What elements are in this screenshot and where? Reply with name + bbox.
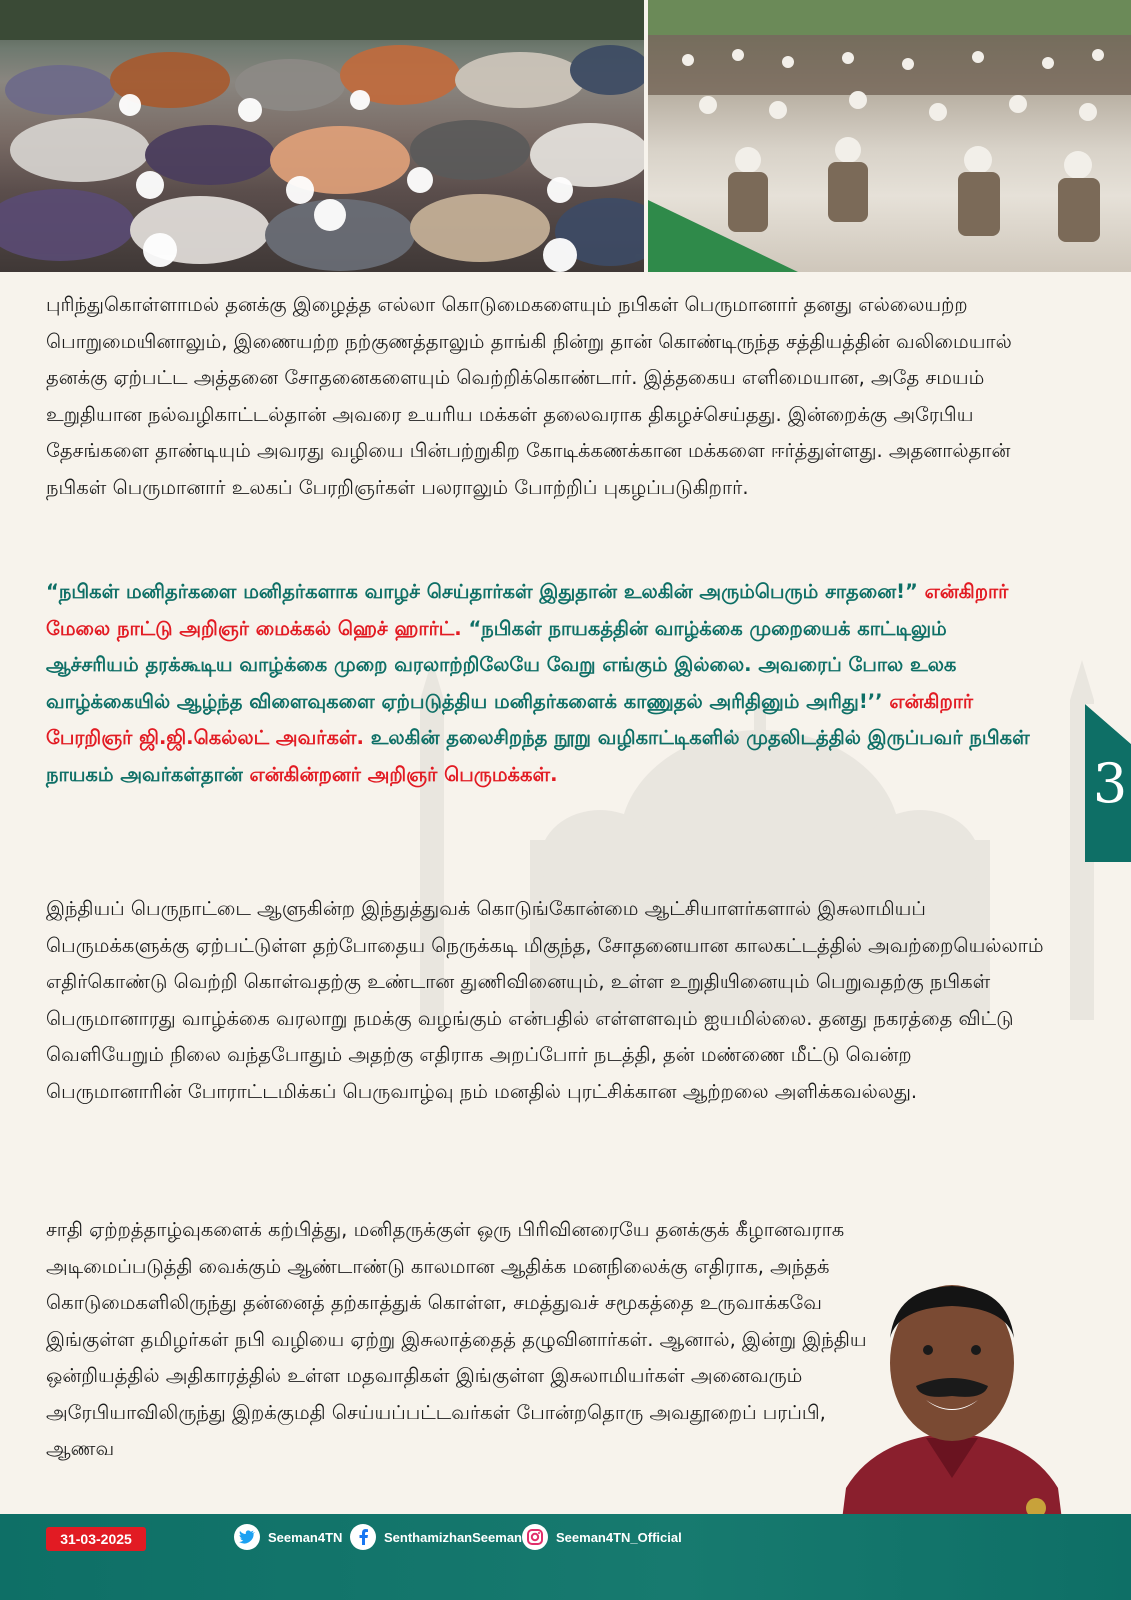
page-number: 3 xyxy=(1092,751,1128,815)
paragraph-text: புரிந்துகொள்ளாமல் தனக்கு இழைத்த எல்லா கொடுமைகளையும் நபிகள் பெருமானார் தனது எல்லையற்ற பொறுமையினாலும், இணையற்ற நற்குணத்தாலும் தாங்கி நின்று தான் கொண்டிருந்த சத்தியத்தின் வலிமையால் தனக்கு ஏற்பட்ட அத்தனை சோதனைகளையும் வெற்றிக்கொண்டார். இத்தகைய எளிமையான, அதே சமயம் உறுதியான நல்வழிகாட்டல்தான் அவரை உயரிய மக்கள் தலைவராக திகழச்செய்தது. இன்றைக்கு அரேபிய தேசங்களை தாண்டியும் அவரது வழியை பின்பற்றுகிற கோடிக்கணக்கான மக்களை ஈர்த்துள்ளது. அதனால்தான் நபிகள் பெருமானார் உலகப் பேரறிஞர்கள் பலராலும் போற்றிப் புகழப்படுகிறார். xyxy=(46,293,1012,499)
crowd-prostrating-photo xyxy=(0,0,644,272)
body-paragraph-1 xyxy=(46,287,1046,506)
instagram-icon xyxy=(522,1524,548,1550)
body-paragraph-3 xyxy=(46,891,1046,1110)
instagram-handle[interactable] xyxy=(522,1524,682,1550)
crowd-seated-prayer-photo xyxy=(648,0,1131,272)
instagram-label: Seeman4TN_Official xyxy=(556,1529,682,1545)
facebook-icon xyxy=(350,1524,376,1550)
twitter-handle[interactable] xyxy=(234,1524,342,1550)
quote-kellett: “நபிகள் நாயகத்தின் வாழ்க்கை முறையைக் காட்டிலும் ஆச்சரியம் தரக்கூடிய வாழ்க்கை முறை வரலாற்றிலேயே வேறு எங்கும் இல்லை. அவரைப் போல உலக வாழ்க்கையில் ஆழ்ந்த விளைவுகளை ஏற்படுத்திய மனிதர்களைக் காணுதல் அரிதினும் அரிது!’’ xyxy=(46,616,957,713)
quote-hart: “நபிகள் மனிதர்களை மனிதர்களாக வாழச் செய்தார்கள் இதுதான் உலகின் அரும்பெரும் சாதனை!” xyxy=(46,580,918,603)
attribution-kellett: என்கிறார் பேரறிஞர் ஜி.ஜி.கெல்லட் அவர்கள். xyxy=(46,689,974,749)
facebook-handle[interactable] xyxy=(350,1524,522,1550)
body-paragraph-4 xyxy=(46,1212,886,1468)
twitter-icon xyxy=(234,1524,260,1550)
crowd-seated-image xyxy=(648,0,1131,272)
quote-block xyxy=(46,574,1046,793)
crowd-prostrating-image xyxy=(0,0,644,272)
quote-top-hundred: உலகின் தலைசிறந்த நூறு வழிகாட்டிகளில் முதலிடத்தில் இருப்பவர் நபிகள் நாயகம் அவர்கள்தான் xyxy=(46,726,1030,786)
facebook-label: SenthamizhanSeeman xyxy=(384,1529,522,1545)
attribution-scholars: என்கின்றனர் அறிஞர் பெருமக்கள். xyxy=(242,762,558,786)
photo-strip xyxy=(0,0,1131,272)
attribution-hart: என்கிறார் மேலை நாட்டு அறிஞர் மைக்கல் ஹெச் ஹார்ட். xyxy=(46,580,1009,640)
twitter-label: Seeman4TN xyxy=(268,1529,343,1545)
paragraph-text: இந்தியப் பெருநாட்டை ஆளுகின்ற இந்துத்துவக் கொடுங்கோன்மை ஆட்சியாளர்களால் இசுலாமியப் பெருமக்களுக்கு ஏற்பட்டுள்ள தற்போதைய நெருக்கடி மிகுந்த, சோதனையான காலகட்டத்தில் அவற்றையெல்லாம் எதிர்கொண்டு வெற்றி கொள்வதற்கு உண்டான துணிவினையும், உள்ள உறுதியினையும் பெறுவதற்கு நபிகள் பெருமானாரது வாழ்க்கை வரலாறு நமக்கு வழங்கும் என்பதில் எள்ளளவும் ஐயமில்லை. தனது நகரத்தை விட்டு வெளியேறும் நிலை வந்தபோதும் அதற்கு எதிராக அறப்போர் நடத்தி, தன் மண்ணை மீட்டு வென்ற பெருமானாரின் போராட்டமிக்கப் பெருவாழ்வு நம் மனதில் புரட்சிக்கான ஆற்றலை அளிக்கவல்லது. xyxy=(46,897,1044,1103)
paragraph-text: சாதி ஏற்றத்தாழ்வுகளைக் கற்பித்து, மனிதருக்குள் ஒரு பிரிவினரையே தனக்குக் கீழானவராக அடிமைப்படுத்தி வைக்கும் ஆண்டாண்டு காலமான ஆதிக்க மனநிலைக்கு எதிராக, அந்தக் கொடுமைகளிலிருந்து தன்னைத் தற்காத்துக் கொள்ள, சமத்துவச் சமூகத்தை உருவாக்கவே இங்குள்ள தமிழர்கள் நபி வழியை ஏற்று இசுலாத்தைத் தழுவினார்கள். ஆனால், இன்று இந்திய ஒன்றியத்தில் அதிகாரத்தில் உள்ள மதவாதிகள் இங்குள்ள இசுலாமியர்கள் அனைவரும் அரேபியாவிலிருந்து இறக்குமதி செய்யப்பட்டவர்கள் போன்றதொரு அவதூறைப் பரப்பி, ஆணவ xyxy=(46,1218,867,1460)
date-badge: 31-03-2025 xyxy=(46,1527,146,1551)
